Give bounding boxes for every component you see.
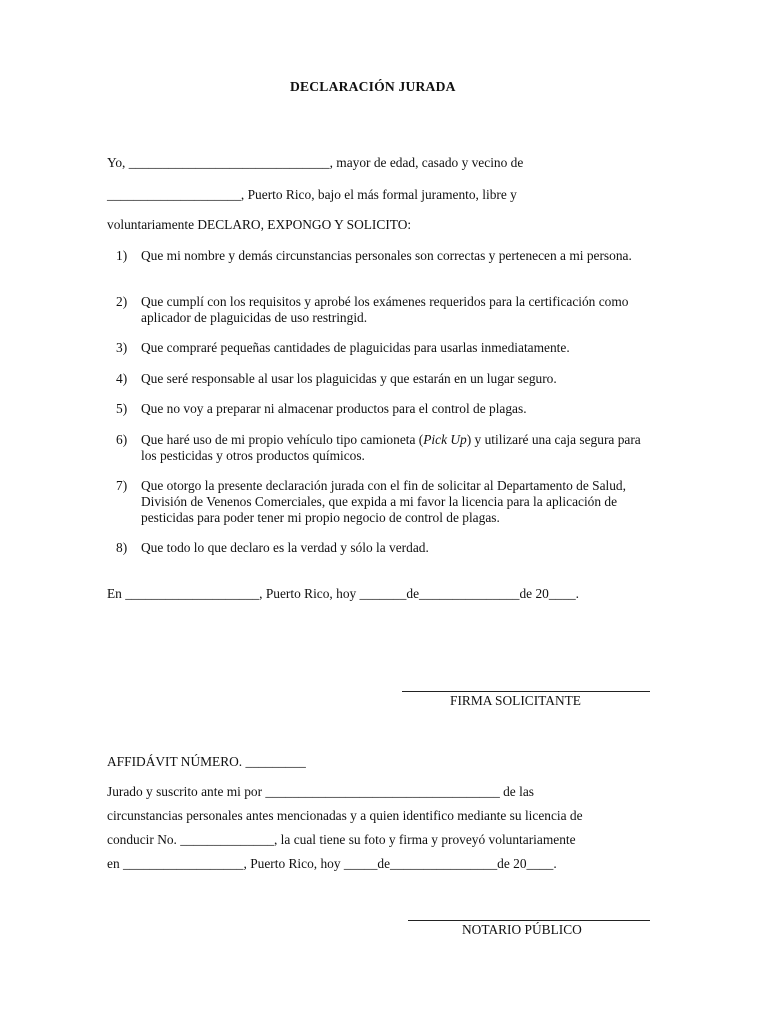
item-text: Que seré responsable al usar los plaguicidas y que estarán en un lugar seguro.: [141, 371, 557, 386]
item-text: Que otorgo la presente declaración jurada con el fin de solicitar al Departamento de Salud, División de Venenos Comerciales, que expida a mi favor la licencia para la aplicación de pesticidas para poder tener mi propio negocio de control de plagas.: [141, 478, 626, 525]
item-number: 1): [116, 248, 128, 263]
item-number: 6): [116, 432, 128, 447]
item-text-italic: Pick Up: [423, 432, 467, 447]
list-item: [116, 371, 656, 387]
place-date-line: En ____________________, Puerto Rico, hoy _______de_______________de 20____.: [107, 586, 579, 601]
item-number: 4): [116, 371, 128, 386]
document-title: DECLARACIÓN JURADA: [290, 79, 456, 94]
affidavit-line-4: en __________________, Puerto Rico, hoy _____de________________de 20____.: [107, 856, 557, 871]
affidavit-line-2: circunstancias personales antes mencionadas y a quien identifico mediante su licencia de: [107, 808, 583, 823]
notary-label: NOTARIO PÚBLICO: [462, 922, 582, 937]
intro-line-3: voluntariamente DECLARO, EXPONGO Y SOLICITO:: [107, 217, 412, 232]
item-number: 8): [116, 540, 128, 555]
item-text: Que cumplí con los requisitos y aprobé los exámenes requeridos para la certificación como aplicador de plaguicidas de uso restringid.: [141, 294, 629, 325]
notary-signature-line: [408, 920, 650, 921]
list-item: [116, 432, 656, 464]
intro-line-1: Yo, ______________________________, mayor de edad, casado y vecino de: [107, 155, 524, 170]
list-item: [116, 401, 656, 417]
item-number: 5): [116, 401, 128, 416]
signature-label: FIRMA SOLICITANTE: [450, 693, 581, 708]
affidavit-line-3: conducir No. ______________, la cual tiene su foto y firma y proveyó voluntariamente: [107, 832, 576, 847]
item-text: Que compraré pequeñas cantidades de plaguicidas para usarlas inmediatamente.: [141, 340, 570, 355]
item-number: 3): [116, 340, 128, 355]
item-number: 2): [116, 294, 128, 309]
signature-line: [402, 691, 650, 692]
list-item: [116, 540, 656, 556]
list-item: [116, 478, 656, 526]
affidavit-heading: AFFIDÁVIT NÚMERO. _________: [107, 754, 306, 769]
item-text: Que mi nombre y demás circunstancias personales son correctas y pertenecen a mi persona.: [141, 248, 632, 263]
list-item: [116, 294, 656, 326]
item-text: [141, 432, 656, 464]
affidavit-line-1: Jurado y suscrito ante mi por ___________________________________ de las: [107, 784, 534, 799]
list-item: [116, 248, 656, 264]
item-text: Que no voy a preparar ni almacenar productos para el control de plagas.: [141, 401, 527, 416]
item-text-part: Que haré uso de mi propio vehículo tipo camioneta (: [141, 432, 424, 447]
item-number: 7): [116, 478, 128, 493]
item-text-part: ) y utilizaré una caja segura para los pesticidas y otros productos químicos.: [141, 432, 641, 463]
item-text: Que todo lo que declaro es la verdad y sólo la verdad.: [141, 540, 429, 555]
list-item: [116, 340, 656, 356]
intro-line-2: ____________________, Puerto Rico, bajo el más formal juramento, libre y: [107, 187, 517, 202]
